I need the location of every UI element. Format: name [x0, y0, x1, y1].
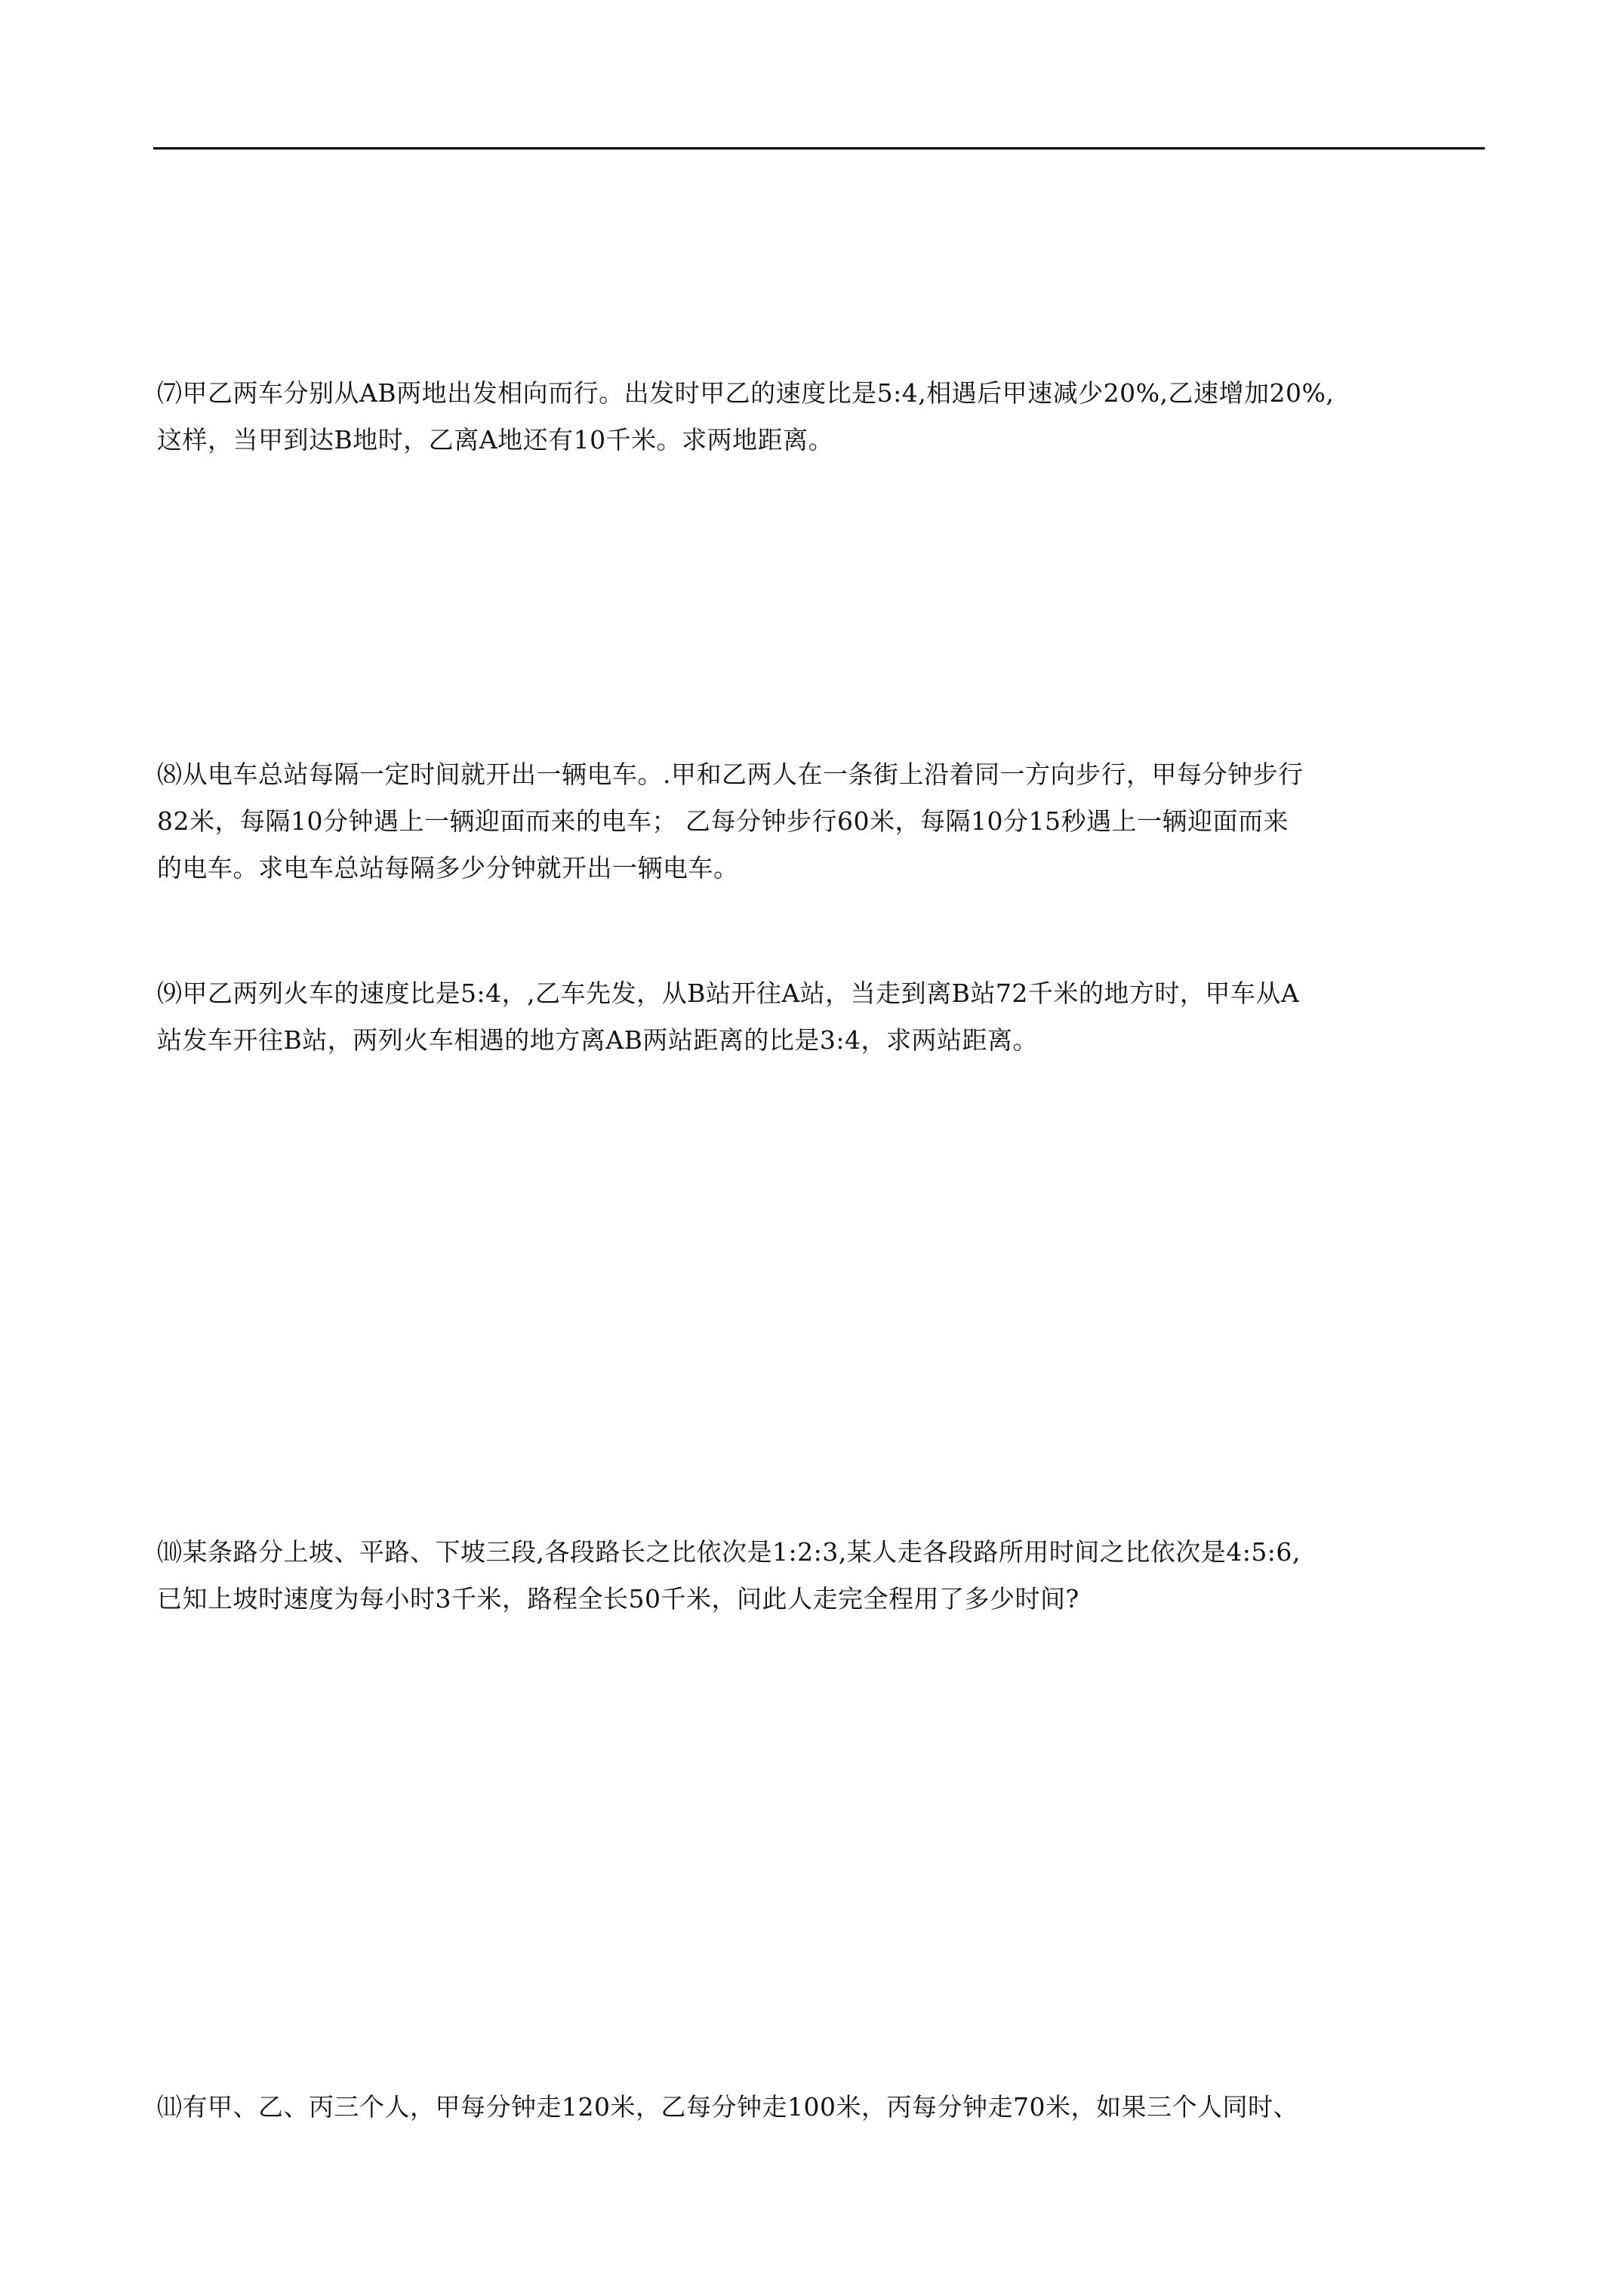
header-rule	[153, 147, 1485, 149]
problem-line: ⑽某条路分上坡、平路、下坡三段,各段路长之比依次是1:2:3,某人走各段路所用时间之比依次是4:5:6,	[157, 1537, 1301, 1567]
problem-line: ⑼甲乙两列火车的速度比是5:4，,乙车先发，从B站开往A站，当走到离B站72千米的地方时，甲车从A	[157, 978, 1300, 1008]
problem-line: ⑻从电车总站每隔一定时间就开出一辆电车。.甲和乙两人在一条街上沿着同一方向步行，甲每分钟步行	[157, 760, 1304, 789]
problem-line: 82米，每隔10分钟遇上一辆迎面而来的电车； 乙每分钟步行60米，每隔10分15秒遇上一辆迎面而来	[157, 806, 1289, 836]
problem-10	[157, 1529, 1486, 1623]
problem-line: ⑾有甲、乙、丙三个人，甲每分钟走120米，乙每分钟走100米，丙每分钟走70米，如果三个人同时、	[157, 2092, 1298, 2122]
problem-9	[157, 970, 1486, 1064]
problem-7	[157, 370, 1486, 464]
problem-line: 的电车。求电车总站每隔多少分钟就开出一辆电车。	[157, 853, 739, 883]
problem-line: ⑺甲乙两车分别从AB两地出发相向而行。出发时甲乙的速度比是5:4,相遇后甲速减少20%,乙速增加20%,	[157, 378, 1335, 408]
problem-11	[157, 2084, 1486, 2131]
problem-line: 站发车开往B站，两列火车相遇的地方离AB两站距离的比是3:4，求两站距离。	[157, 1025, 1038, 1055]
problem-line: 这样，当甲到达B地时，乙离A地还有10千米。求两地距离。	[157, 425, 834, 455]
problem-line: 已知上坡时速度为每小时3千米，路程全长50千米，问此人走完全程用了多少时间?	[157, 1584, 1079, 1613]
problem-8	[157, 751, 1486, 892]
